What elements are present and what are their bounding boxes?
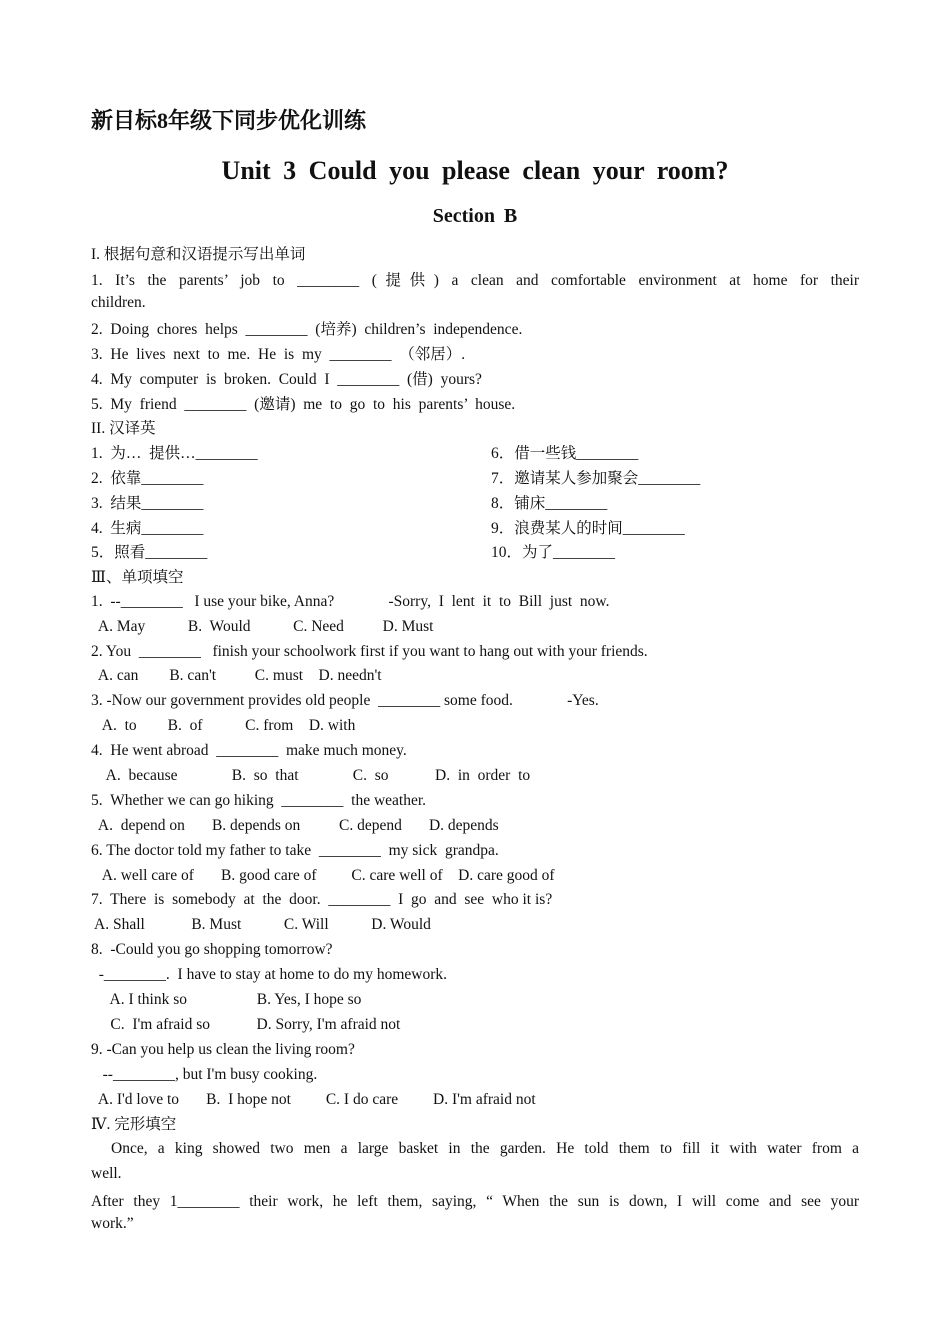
part4-paragraph-2-line-1: After they 1________ their work, he left them, saying, “ When the sun is down, I will come and see your — [91, 1193, 859, 1210]
part3-line: A. Shall B. Must C. Will D. Would — [91, 916, 431, 933]
part2-item: 4. 生病________ — [91, 520, 204, 537]
part3-line: A. because B. so that C. so D. in order to — [91, 767, 531, 784]
part3-line: 7. There is somebody at the door. ________ I go and see who it is? — [91, 891, 553, 908]
part2-item: 3. 结果________ — [91, 495, 204, 512]
part4-heading: Ⅳ. 完形填空 — [91, 1116, 177, 1133]
part2-item: 10．为了________ — [491, 544, 616, 561]
brand-title: 新目标8年级下同步优化训练 — [91, 108, 367, 133]
part3-line: --________, but I'm busy cooking. — [91, 1066, 318, 1083]
part3-line: 6. The doctor told my father to take ________ my sick grandpa. — [91, 842, 499, 859]
part4-paragraph-2-line-2: work.” — [91, 1215, 134, 1232]
part3-line: A. I'd love to B. I hope not C. I do care D. I'm afraid not — [91, 1091, 536, 1108]
part1-question-3: 3. He lives next to me. He is my ________ （邻居）. — [91, 346, 466, 363]
part4-paragraph-1-line-2: well. — [91, 1165, 122, 1182]
part2-item: 5．照看________ — [91, 544, 208, 561]
part3-line: A. May B. Would C. Need D. Must — [91, 618, 434, 635]
part2-item: 2. 依靠________ — [91, 470, 204, 487]
part2-item: 6．借一些钱________ — [491, 445, 639, 462]
part1-question-1-line-1: 1. It’s the parents’ job to ________ (提供) a clean and comfortable environment at home for their — [91, 272, 859, 289]
part2-item: 8．铺床________ — [491, 495, 608, 512]
part3-line: 9. -Can you help us clean the living room? — [91, 1041, 355, 1058]
part3-heading: Ⅲ、单项填空 — [91, 569, 184, 586]
part4-paragraph-1-line-1: Once, a king showed two men a large basket in the garden. He told them to fill it with water from a — [111, 1140, 859, 1157]
part3-line: A. can B. can't C. must D. needn't — [91, 667, 382, 684]
part1-heading: I. 根据句意和汉语提示写出单词 — [91, 246, 306, 263]
part1-question-2: 2. Doing chores helps ________ (培养) children’s independence. — [91, 321, 523, 338]
part1-question-1-line-2: children. — [91, 294, 146, 311]
part3-line: A. well care of B. good care of C. care well of D. care good of — [91, 867, 555, 884]
part1-question-4: 4. My computer is broken. Could I ________ (借) yours? — [91, 371, 482, 388]
part3-line: 5. Whether we can go hiking ________ the weather. — [91, 792, 427, 809]
part2-item: 9．浪费某人的时间________ — [491, 520, 685, 537]
part1-question-5: 5. My friend ________ (邀请) me to go to his parents’ house. — [91, 396, 516, 413]
part3-line: 4. He went abroad ________ make much money. — [91, 742, 407, 759]
part3-line: A. I think so B. Yes, I hope so — [91, 991, 362, 1008]
part3-line: A. depend on B. depends on C. depend D. depends — [91, 817, 499, 834]
part2-item: 1. 为… 提供…________ — [91, 445, 258, 462]
unit-title: Unit 3 Could you please clean your room? — [221, 156, 729, 185]
section-title: Section B — [432, 205, 518, 227]
part2-item: 7．邀请某人参加聚会________ — [491, 470, 701, 487]
part3-line: 8. -Could you go shopping tomorrow? — [91, 941, 333, 958]
part3-line: A. to B. of C. from D. with — [91, 717, 356, 734]
part3-line: 1. --________ I use your bike, Anna? -Sorry, I lent it to Bill just now. — [91, 593, 610, 610]
part3-line: -________. I have to stay at home to do my homework. — [91, 966, 448, 983]
part2-heading: II. 汉译英 — [91, 420, 156, 437]
part3-line: 2. You ________ finish your schoolwork first if you want to hang out with your friends. — [91, 643, 648, 660]
part3-line: 3. -Now our government provides old people ________ some food. -Yes. — [91, 692, 599, 709]
part3-line: C. I'm afraid so D. Sorry, I'm afraid not — [91, 1016, 401, 1033]
